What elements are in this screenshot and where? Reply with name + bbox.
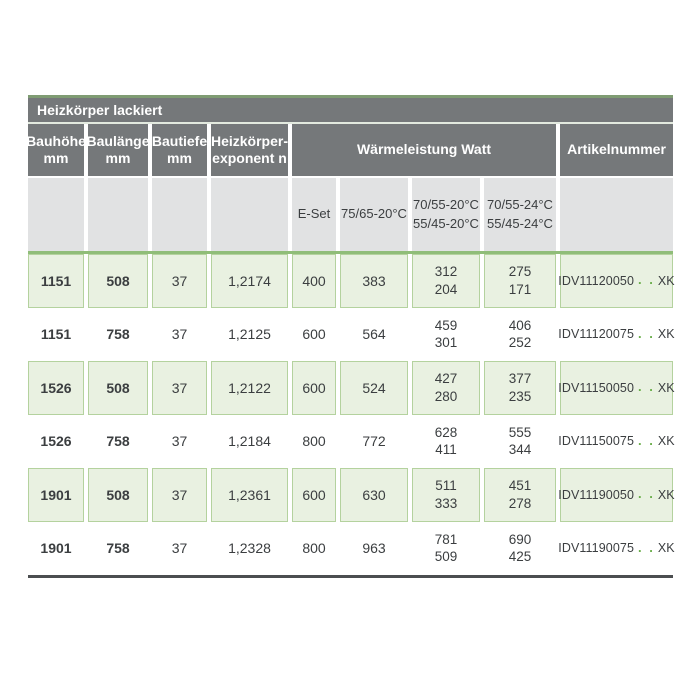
column-header-waermeleistung: Wärmeleistung Watt xyxy=(292,124,556,176)
cell-bautiefe: 37 xyxy=(152,361,207,415)
sub-header-empty-bautiefe xyxy=(152,178,207,251)
cell-eset: 600 xyxy=(292,468,336,522)
cell-7055-20: 459 301 xyxy=(434,317,458,351)
cell-bautiefe: 37 xyxy=(171,326,188,343)
cell-bauhoehe: 1151 xyxy=(28,254,84,308)
table-body xyxy=(28,251,673,578)
sub-header-7055-20: 70/55-20°C 55/45-20°C xyxy=(412,178,480,251)
table-row xyxy=(28,361,673,415)
cell-7565: 524 xyxy=(340,361,408,415)
cell-exponent: 1,2328 xyxy=(228,540,271,557)
cell-exponent: 1,2174 xyxy=(211,254,288,308)
cell-bautiefe: 37 xyxy=(152,468,207,522)
cell-bautiefe: 37 xyxy=(171,433,188,450)
sub-header-empty-artikel xyxy=(560,178,673,251)
cell-7565: 630 xyxy=(340,468,408,522)
radiator-spec-table xyxy=(28,95,673,578)
column-header-bautiefe: Bautiefe mm xyxy=(152,124,207,176)
cell-eset: 800 xyxy=(302,433,326,450)
table-row xyxy=(28,254,673,308)
sub-header-eset: E-Set xyxy=(292,178,336,251)
cell-baulaenge: 758 xyxy=(106,326,130,343)
cell-artikelnummer: IDV11190075 . . XK xyxy=(558,539,675,556)
cell-artikelnummer: IDV11190050 . . XK xyxy=(560,468,673,522)
cell-eset: 400 xyxy=(292,254,336,308)
cell-exponent: 1,2122 xyxy=(211,361,288,415)
artikel-dots: . . xyxy=(638,539,655,555)
sub-header-empty-bauhoehe xyxy=(28,178,84,251)
cell-artikelnummer: IDV11120075 . . XK xyxy=(558,325,675,342)
cell-baulaenge: 758 xyxy=(106,433,130,450)
cell-7565: 963 xyxy=(362,540,386,557)
cell-bauhoehe: 1901 xyxy=(28,468,84,522)
cell-bautiefe: 37 xyxy=(171,540,188,557)
cell-7055-20: 312 204 xyxy=(412,254,480,308)
cell-7565: 564 xyxy=(362,326,386,343)
cell-bauhoehe: 1151 xyxy=(40,326,72,343)
artikel-dots: . . xyxy=(638,379,655,395)
cell-eset: 600 xyxy=(302,326,326,343)
table-title-bar xyxy=(28,98,673,122)
cell-7565: 772 xyxy=(362,433,386,450)
sub-header-7055-24: 70/55-24°C 55/45-24°C xyxy=(484,178,556,251)
cell-artikelnummer: IDV11150050 . . XK xyxy=(560,361,673,415)
cell-exponent: 1,2361 xyxy=(211,468,288,522)
artikel-dots: . . xyxy=(638,272,655,288)
sub-header-empty-baulaenge xyxy=(88,178,148,251)
artikel-dots: . . xyxy=(638,432,655,448)
cell-artikelnummer: IDV11150075 . . XK xyxy=(558,432,675,449)
cell-bautiefe: 37 xyxy=(152,254,207,308)
column-header-exponent: Heizkörper- exponent n xyxy=(211,124,288,176)
cell-baulaenge: 758 xyxy=(106,540,130,557)
cell-7055-24: 377 235 xyxy=(484,361,556,415)
cell-7055-20: 427 280 xyxy=(412,361,480,415)
table-title: Heizkörper lackiert xyxy=(37,102,163,118)
cell-baulaenge: 508 xyxy=(88,254,148,308)
cell-7055-20: 781 509 xyxy=(434,531,458,565)
column-header-row xyxy=(28,124,673,176)
column-header-artikelnummer: Artikelnummer xyxy=(560,124,673,176)
cell-7055-20: 628 411 xyxy=(434,424,458,458)
cell-7055-24: 451 278 xyxy=(484,468,556,522)
cell-baulaenge: 508 xyxy=(88,468,148,522)
cell-eset: 600 xyxy=(292,361,336,415)
cell-eset: 800 xyxy=(302,540,326,557)
table-row xyxy=(28,415,673,469)
table-row xyxy=(28,308,673,362)
artikel-dots: . . xyxy=(638,486,655,502)
sub-header-7565: 75/65-20°C xyxy=(340,178,408,251)
cell-7055-20: 511 333 xyxy=(412,468,480,522)
cell-7055-24: 555 344 xyxy=(508,424,532,458)
cell-baulaenge: 508 xyxy=(88,361,148,415)
cell-bauhoehe: 1526 xyxy=(28,361,84,415)
table-row xyxy=(28,468,673,522)
cell-7055-24: 275 171 xyxy=(484,254,556,308)
cell-7565: 383 xyxy=(340,254,408,308)
cell-exponent: 1,2125 xyxy=(228,326,271,343)
table-row xyxy=(28,522,673,576)
column-header-baulaenge: Baulänge mm xyxy=(88,124,148,176)
cell-7055-24: 690 425 xyxy=(508,531,532,565)
sub-header-row xyxy=(28,178,673,251)
cell-7055-24: 406 252 xyxy=(508,317,532,351)
cell-bauhoehe: 1526 xyxy=(40,433,72,450)
cell-bauhoehe: 1901 xyxy=(40,540,72,557)
column-header-bauhoehe: Bauhöhe mm xyxy=(28,124,84,176)
artikel-dots: . . xyxy=(638,325,655,341)
cell-artikelnummer: IDV11120050 . . XK xyxy=(560,254,673,308)
sub-header-empty-exponent xyxy=(211,178,288,251)
cell-exponent: 1,2184 xyxy=(228,433,271,450)
